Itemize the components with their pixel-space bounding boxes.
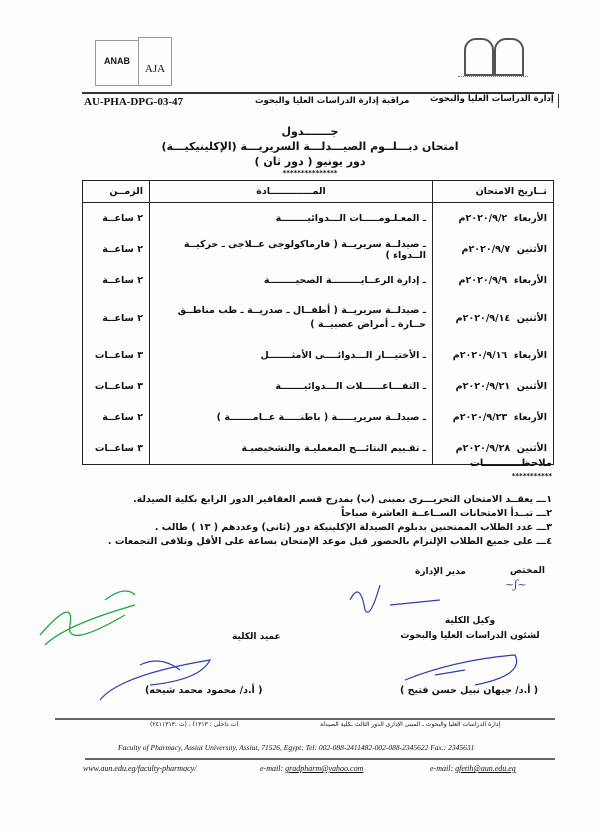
exam-date: ٢٠٢٠/٩/٢م [458, 213, 508, 224]
header-date: تــاريخ الامتحان [433, 181, 554, 203]
note-item: ٢ـــ تبــدأ الامتحانات الســاعــة العاشرة صباحاً [341, 508, 552, 519]
exam-date-cell [433, 234, 554, 265]
email-label: e-mail: [430, 764, 454, 773]
notes-heading: ملاحظـــــــــــات [469, 458, 552, 469]
duration-cell: ٣ ساعــات [83, 433, 150, 465]
exam-date-cell [433, 203, 554, 235]
exam-schedule-table [82, 180, 554, 465]
footer-email-1 [260, 764, 363, 773]
document-code: AU-PHA-DPG-03-47 [84, 96, 183, 108]
note-item: ٣ـــ عدد الطلاب الممتحنين بدبلوم الصيدلة الإكلينيكة دور (ثانى) وعددهم ( ١٣ ) طالب . [154, 522, 552, 533]
notes-stars: *********** [511, 472, 552, 480]
duration-cell: ٢ ساعــة [83, 402, 150, 433]
note-item: ٤ـــ على جميع الطلاب الإلتزام بالحضور قبل موعد الإمتحان بساعة على الأقل وتلافى التجمعات . [107, 536, 552, 547]
footer-arabic-address: إدارة الدراسات العليا والبحوث ـ المبنى الإدارى الدور الثالث ـكلية الصيدلة [320, 721, 501, 728]
dean-title: عميد الكلية [232, 632, 281, 642]
table-row [83, 402, 554, 433]
subject-cell: ـ إدارة الرعــايـــــــــة الصحيــــــــة [150, 265, 433, 296]
table-row [83, 203, 554, 235]
exam-date: ٢٠٢٠/٩/٧م [461, 244, 511, 255]
exam-day: الأربعاء [513, 213, 547, 224]
exam-date: ٢٠٢٠/٩/٩م [458, 275, 508, 286]
table-row [83, 340, 554, 371]
subject-cell: ـ الأختيـــار الـــدوائــــى الأمثـــــــل [150, 340, 433, 371]
note-item: ١ـــ يعقــد الامتحان التحريـــرى بمبنى (ب) بمدرج قسم العقاقير الدور الرابع بكلية الصيدلة. [132, 494, 552, 505]
footer-arabic-phone: (ت داخلى : ١٣١٣) ، (ت :٢٤١١٣١٣) [150, 721, 239, 728]
exam-date: ٢٠٢٠/٩/١٤م [455, 312, 511, 324]
table-row [83, 296, 554, 340]
table-header-row [83, 181, 554, 203]
vice-dean-name: ( أ.د/ جيهان نبيل حسن فتيح ) [400, 685, 539, 696]
exam-date-cell [433, 371, 554, 402]
table-row [83, 265, 554, 296]
email-label: e-mail: [260, 764, 284, 773]
subject-cell: ـ المعـلـومـــــات الـــدوائيــــــــة [150, 203, 433, 235]
title-line-2: امتحان دبـــلــوم الصيـــدلـــة السريريـــة (الإكلينيكيـــة) [161, 140, 459, 153]
subject-cell: ـ صيدلــة سريريــة ( أطفــال ـ صدريــة ـ طب مناطــق حــارة ـ أمراض عصبيــة ) [150, 296, 433, 340]
title-line-1: جـــــــدول [281, 125, 339, 138]
exam-date-cell [433, 340, 554, 371]
aja-logo: AJA [138, 37, 172, 86]
notes-section [92, 458, 552, 550]
exam-day: الأثنين [516, 443, 547, 454]
vice-dean-title-1: وكيل الكلية [444, 616, 496, 626]
duration-cell: ٢ ساعــة [83, 296, 150, 340]
vice-dean-signature [395, 650, 535, 690]
email-link[interactable]: gfetih@aun.edu.eg [455, 764, 516, 773]
footer-website[interactable]: www.aun.edu.eg/faculty-pharmacy/ [83, 764, 197, 773]
vice-dean-title [385, 614, 555, 644]
footer-english-address: Faculty of Pharmacy, Assiut University, Assiut, 71526, Egypt; Tel: 002-088-2411482-002-088-2345622 Fax.: 2345631 [118, 743, 475, 752]
subject-cell: ـ تقـييم النتائـــج المعمليـة والتشخيصيـة [150, 433, 433, 465]
title-stars: *************** [282, 169, 338, 177]
anab-logo: ANAB [95, 40, 139, 86]
header-department: إدارة الدراسات العليا والبحوث [430, 94, 559, 108]
exam-date: ٢٠٢٠/٩/٢١م [455, 381, 511, 392]
duration-cell: ٢ ساعــة [83, 265, 150, 296]
title-line-3: دور يونيو ( دور ثان ) [254, 155, 366, 168]
table-row [83, 234, 554, 265]
university-logo [458, 38, 528, 80]
duration-cell: ٣ ساعــات [83, 340, 150, 371]
exam-day: الأربعاء [513, 275, 547, 286]
dean-name: ( أ.د/ محمود محمد شيحه) [145, 685, 263, 696]
title-block [150, 124, 470, 177]
admin-manager-label: مدير الإدارة [415, 567, 466, 577]
subject-cell: ـ صيدلــة سريريــة ( فارماكولوجى عــلاجى ـ حركيــة الــدواء ) [150, 234, 433, 265]
exam-date-cell [433, 296, 554, 340]
exam-date-cell [433, 402, 554, 433]
vice-dean-title-2: لشئون الدراسات العليا والبحوث [400, 631, 540, 641]
table-row [83, 371, 554, 402]
email-link[interactable]: gradpharm@yahoo.com [285, 764, 364, 773]
footer-rule-2 [85, 758, 555, 760]
exam-day: الأربعاء [513, 412, 547, 423]
duration-cell: ٣ ساعــات [83, 371, 150, 402]
exam-date: ٢٠٢٠/٩/١٦م [452, 350, 508, 361]
subject-cell: ـ التفـــاعــــــلات الـــدوائيـــــــة [150, 371, 433, 402]
footer-rule [55, 718, 555, 720]
exam-day: الأثنين [516, 244, 547, 255]
exam-date: ٢٠٢٠/٩/٢٣م [452, 412, 508, 423]
duration-cell: ٢ ساعــة [83, 203, 150, 235]
dean-signature [90, 645, 220, 705]
exam-date-cell [433, 265, 554, 296]
specialist-signature: ~ʃ~ [505, 578, 527, 591]
exam-day: الأثنين [516, 381, 547, 392]
header-subject: المـــــــــــــادة [150, 181, 433, 203]
exam-day: الأثنين [516, 312, 547, 324]
duration-cell: ٢ ساعــة [83, 234, 150, 265]
header-time: الزمــن [83, 181, 150, 203]
subject-cell: ـ صيدلــة سريريـــــة ( باطنـــــة عــامـــــــة ) [150, 402, 433, 433]
footer-email-2 [430, 764, 516, 773]
exam-date: ٢٠٢٠/٩/٢٨م [455, 443, 511, 454]
header-center-text: مراقبة إدارة الدراسات العليا والبحوث [255, 96, 410, 106]
specialist-label: المختص [510, 566, 545, 576]
exam-day: الأربعاء [513, 350, 547, 361]
